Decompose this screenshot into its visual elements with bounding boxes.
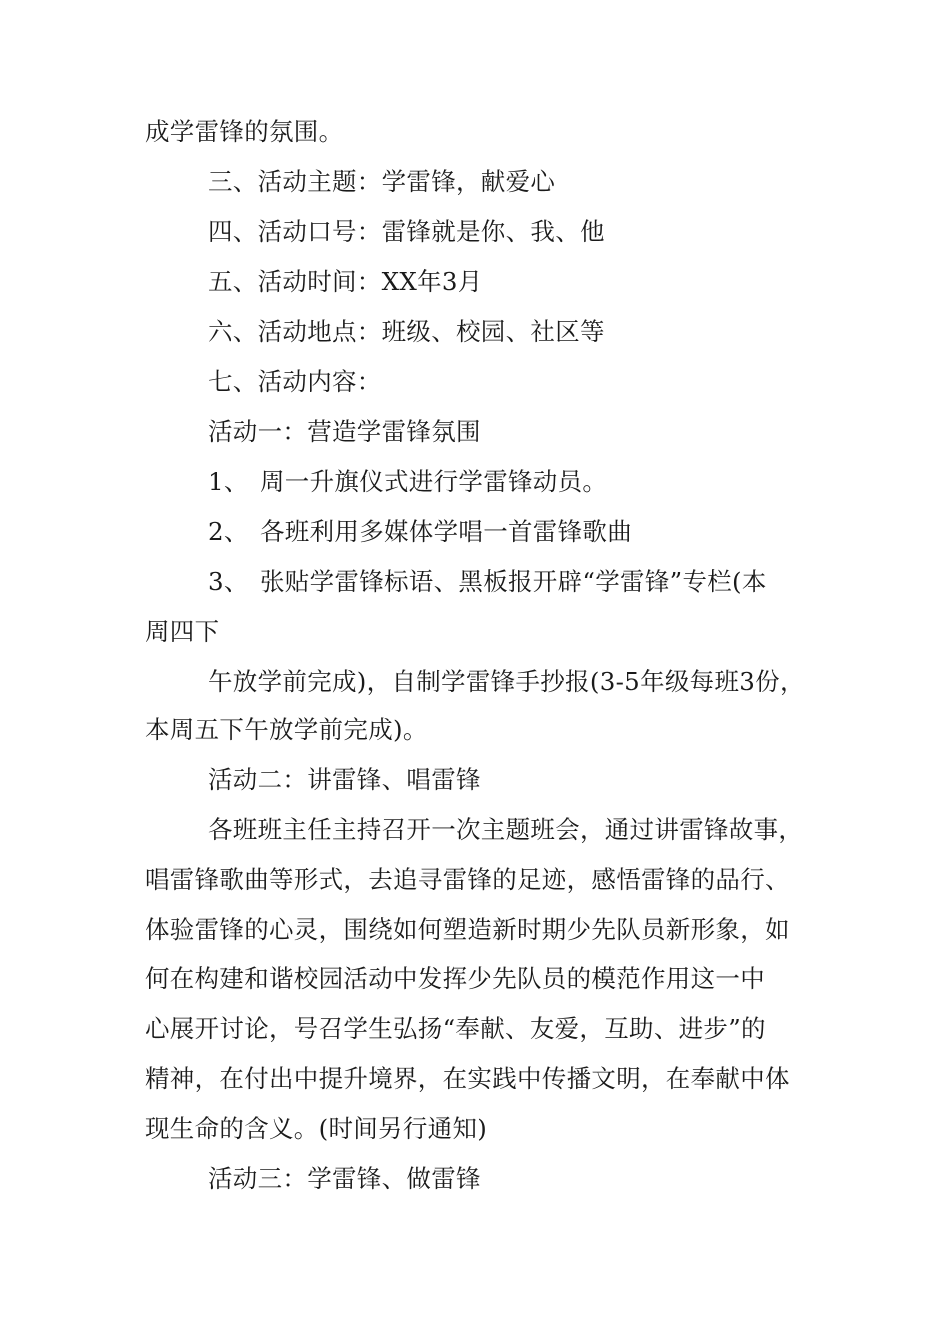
paragraph-line: 成学雷锋的氛围。 xyxy=(145,117,344,146)
section-heading-time: 五、活动时间：XX年3月 xyxy=(208,267,483,296)
list-item-number: 2、 xyxy=(208,517,249,546)
list-item xyxy=(208,567,767,596)
section-heading-content: 七、活动内容： xyxy=(208,367,382,396)
list-item-text: 周一升旗仪式进行学雷锋动员。 xyxy=(260,467,608,496)
activity-two-heading: 活动二：讲雷锋、唱雷锋 xyxy=(208,765,481,794)
paragraph-line: 午放学前完成)，自制学雷锋手抄报(3-5年级每班3份， xyxy=(208,667,805,696)
paragraph-line: 各班班主任主持召开一次主题班会，通过讲雷锋故事， xyxy=(208,815,804,844)
paragraph-line: 体验雷锋的心灵，围绕如何塑造新时期少先队员新形象，如 xyxy=(145,915,790,944)
activity-one-heading: 活动一：营造学雷锋氛围 xyxy=(208,417,481,446)
paragraph-line: 本周五下午放学前完成)。 xyxy=(145,715,428,744)
list-item-number: 3、 xyxy=(208,567,249,596)
paragraph-line: 何在构建和谐校园活动中发挥少先队员的模范作用这一中 xyxy=(145,964,765,993)
list-item-text: 张贴学雷锋标语、黑板报开辟“学雷锋”专栏(本 xyxy=(260,567,767,596)
paragraph-line: 唱雷锋歌曲等形式，去追寻雷锋的足迹，感悟雷锋的品行、 xyxy=(145,865,790,894)
list-item-number: 1、 xyxy=(208,467,249,496)
activity-three-heading: 活动三：学雷锋、做雷锋 xyxy=(208,1164,481,1193)
section-heading-location: 六、活动地点：班级、校园、社区等 xyxy=(208,317,605,346)
section-heading-theme: 三、活动主题：学雷锋，献爱心 xyxy=(208,167,556,196)
section-heading-slogan: 四、活动口号：雷锋就是你、我、他 xyxy=(208,217,605,246)
paragraph-line: 心展开讨论，号召学生弘扬“奉献、友爱，互助、进步”的 xyxy=(145,1014,766,1043)
paragraph-line: 现生命的含义。(时间另行通知) xyxy=(145,1114,488,1143)
paragraph-line: 周四下 xyxy=(145,617,220,646)
paragraph-line: 精神，在付出中提升境界，在实践中传播文明，在奉献中体 xyxy=(145,1064,790,1093)
list-item-text: 各班利用多媒体学唱一首雷锋歌曲 xyxy=(260,517,632,546)
list-item xyxy=(208,517,632,546)
list-item xyxy=(208,467,608,496)
